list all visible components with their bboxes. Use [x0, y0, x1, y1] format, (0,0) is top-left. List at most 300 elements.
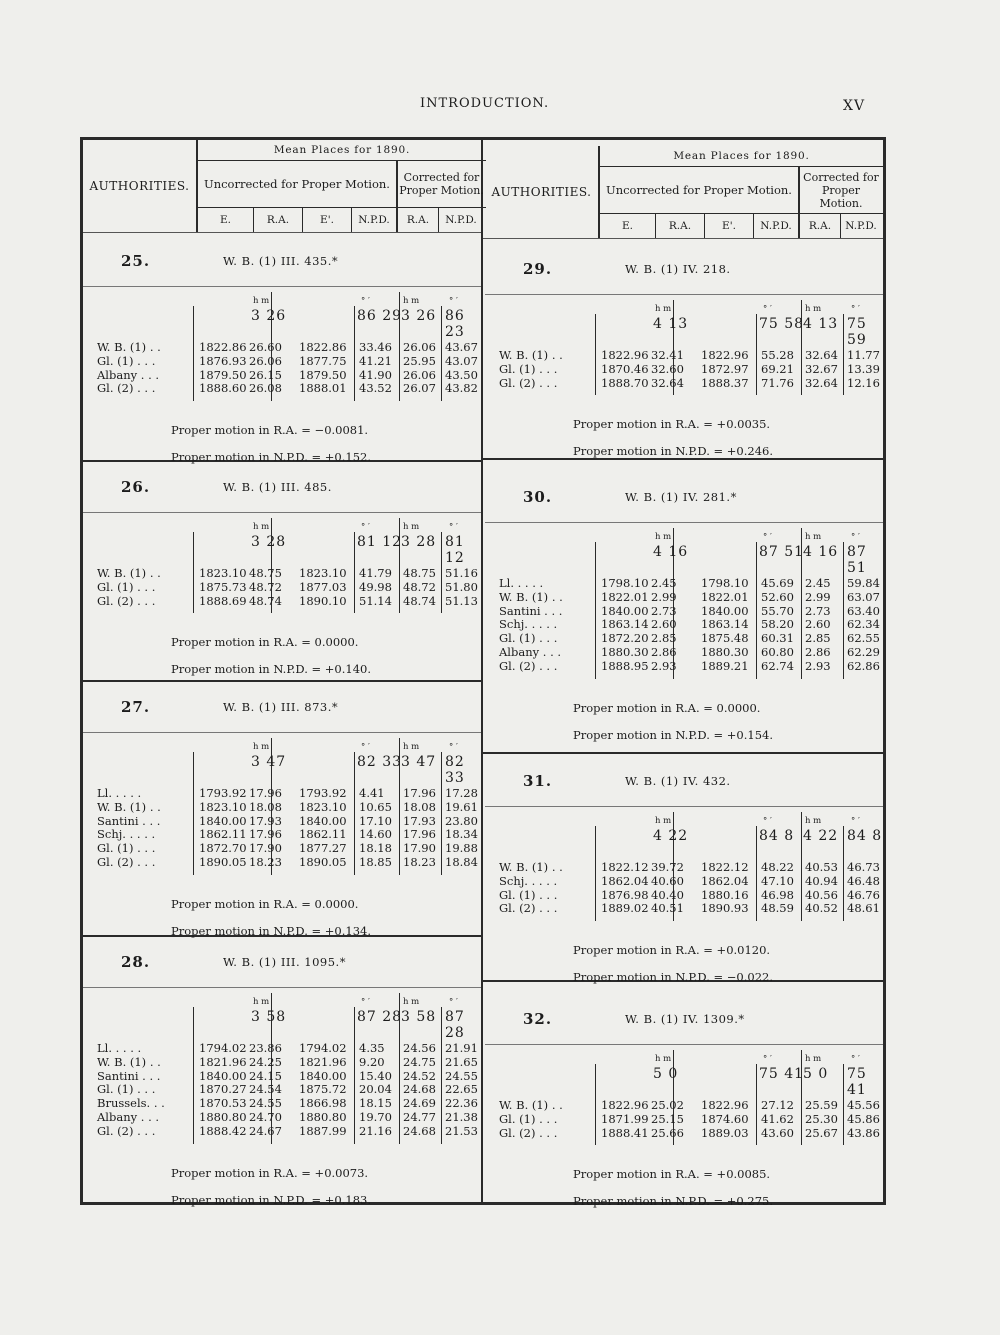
epoch-npd-value: 1863.14 [701, 617, 749, 632]
column-rule [843, 826, 844, 921]
epoch-value: 1889.02 [601, 901, 649, 916]
epoch-value: 1879.50 [199, 367, 247, 382]
authority-name: Santini . . . [97, 1068, 161, 1083]
running-title: INTRODUCTION. [420, 96, 550, 111]
epoch-npd-value: 1874.60 [701, 1111, 749, 1126]
authority-name: Gl. (2) . . . [499, 658, 558, 673]
ra-seconds-value: 40.60 [651, 873, 684, 888]
epoch-npd-value: 1880.16 [701, 887, 749, 902]
npd-seconds-value: 18.85 [359, 855, 392, 869]
corrected-npd-value: 21.53 [445, 1123, 478, 1138]
authority-name: Ll. . . . . [97, 786, 142, 800]
ra-seconds-value: 2.93 [651, 658, 677, 673]
corrected-ra-value: 48.75 [403, 566, 436, 580]
npd-seconds-value: 41.79 [359, 566, 392, 580]
epoch-npd-value: 1888.37 [701, 375, 749, 390]
corrected-npd-value: 46.48 [847, 873, 880, 888]
npd-heading: 75 41 [759, 1066, 805, 1082]
column-rule [354, 1007, 355, 1144]
authority-name: W. B. (1) . . [499, 589, 563, 604]
epoch-npd-value: 1840.00 [701, 603, 749, 618]
corrected-ra-value: 2.99 [805, 589, 831, 604]
ra-seconds-value: 48.75 [249, 566, 282, 580]
column-rule [595, 542, 596, 679]
sub-heading-npd: N.P.D. [760, 220, 792, 232]
unit-degrees-minutes: ° ′ [361, 522, 370, 532]
corrected-ra-value: 17.93 [403, 813, 436, 828]
corrected-npd-value: 62.34 [847, 617, 880, 632]
unit-hours-minutes: h m [805, 532, 822, 542]
positions-grid [485, 1050, 883, 1145]
npd-seconds-value: 60.80 [761, 645, 794, 659]
entry-top-rule [485, 522, 883, 523]
ra-heading: 3 47 [251, 754, 287, 770]
epoch-npd-value: 1875.48 [701, 631, 749, 646]
unit-degrees-minutes: ° ′ [449, 522, 458, 532]
corrected-npd-value: 45.86 [847, 1111, 880, 1126]
corrected-ra-value: 26.06 [403, 340, 436, 354]
page-number: XV [843, 98, 866, 114]
epoch-npd-value: 1877.27 [299, 841, 347, 856]
unit-hours-minutes: h m [253, 296, 270, 306]
authority-name: Gl. (1) . . . [499, 631, 558, 646]
star-entry [83, 953, 481, 1207]
unit-degrees-minutes: ° ′ [361, 742, 370, 752]
epoch-value: 1794.02 [199, 1041, 247, 1055]
column-rule [756, 314, 757, 395]
corrected-ra-value: 24.68 [403, 1123, 436, 1138]
column-rule [354, 532, 355, 613]
corrected-ra-value: 24.69 [403, 1096, 436, 1111]
npd-seconds-value: 48.59 [761, 901, 794, 916]
unit-hours-minutes: h m [403, 522, 420, 532]
entry-separator [83, 680, 481, 682]
sub-heading-e: E. [219, 214, 231, 226]
entry-reference: W. B. (1) III. 435.* [223, 254, 339, 268]
ra-heading: 4 13 [653, 316, 689, 332]
unit-hours-minutes: h m [253, 742, 270, 752]
unit-hours-minutes: h m [655, 532, 672, 542]
corrected-ra-value: 25.67 [805, 1125, 838, 1140]
epoch-value: 1888.70 [601, 375, 649, 390]
authority-name: Albany . . . [97, 1110, 160, 1124]
ra-heading: 3 26 [251, 308, 287, 324]
corrected-ra-heading: 4 22 [803, 828, 839, 844]
ra-heading: 4 16 [653, 544, 689, 560]
proper-motion-npd: Proper motion in N.P.D. = +0.154. [573, 727, 774, 742]
entry-top-rule [485, 294, 883, 295]
epoch-value: 1870.53 [199, 1096, 247, 1111]
unit-degrees-minutes: ° ′ [851, 304, 860, 314]
epoch-npd-value: 1822.96 [701, 1098, 749, 1112]
sub-heading-e-prime: E'. [320, 214, 334, 226]
entry-top-rule [83, 286, 481, 287]
corrected-ra-value: 25.59 [805, 1098, 838, 1112]
corrected-npd-value: 18.34 [445, 827, 478, 842]
npd-seconds-value: 58.20 [761, 617, 794, 632]
epoch-npd-value: 1822.01 [701, 589, 749, 604]
corrected-ra-value: 26.07 [403, 381, 436, 396]
unit-hours-minutes: h m [655, 1054, 672, 1064]
column-rule [193, 532, 194, 613]
npd-seconds-value: 55.70 [761, 603, 794, 618]
ra-seconds-value: 24.54 [249, 1082, 282, 1097]
corrected-ra-value: 2.60 [805, 617, 831, 632]
epoch-value: 1840.00 [199, 813, 247, 828]
column-rule [354, 752, 355, 875]
unit-degrees-minutes: ° ′ [851, 1054, 860, 1064]
corrected-npd-value: 43.82 [445, 381, 478, 396]
corrected-ra-value: 48.74 [403, 593, 436, 608]
epoch-value: 1872.70 [199, 841, 247, 856]
entry-number: 30. [523, 488, 553, 506]
corrected-ra-heading: 5 0 [803, 1066, 829, 1082]
corrected-ra-value: 40.52 [805, 901, 838, 916]
ra-seconds-value: 39.72 [651, 860, 684, 874]
corrected-npd-value: 43.86 [847, 1125, 880, 1140]
epoch-value: 1798.10 [601, 576, 649, 590]
entry-number: 28. [121, 953, 151, 971]
ra-seconds-value: 40.51 [651, 901, 684, 916]
npd-seconds-value: 15.40 [359, 1068, 392, 1083]
npd-seconds-value: 55.28 [761, 348, 794, 362]
entry-number: 26. [121, 478, 151, 496]
authority-name: Ll. . . . . [499, 576, 544, 590]
corrected-npd-value: 19.61 [445, 799, 478, 814]
unit-hours-minutes: h m [805, 1054, 822, 1064]
corrected-ra-value: 24.56 [403, 1041, 436, 1055]
npd-seconds-value: 18.15 [359, 1096, 392, 1111]
epoch-npd-value: 1889.21 [701, 658, 749, 673]
ra-seconds-value: 17.90 [249, 841, 282, 856]
positions-grid [83, 738, 481, 875]
unit-degrees-minutes: ° ′ [763, 1054, 772, 1064]
ra-seconds-value: 2.45 [651, 576, 677, 590]
corrected-npd-value: 62.86 [847, 658, 880, 673]
corrected-npd-value: 23.80 [445, 813, 478, 828]
ra-seconds-value: 32.64 [651, 375, 684, 390]
npd-seconds-value: 46.98 [761, 887, 794, 902]
unit-hours-minutes: h m [403, 742, 420, 752]
authority-name: Gl. (1) . . . [499, 887, 558, 902]
epoch-npd-value: 1879.50 [299, 367, 347, 382]
column-rule [441, 1007, 442, 1144]
corrected-ra-heading: 4 13 [803, 316, 839, 332]
npd-seconds-value: 18.18 [359, 841, 392, 856]
authority-name: Gl. (1) . . . [499, 1111, 558, 1126]
star-entry [485, 772, 883, 985]
column-rule [595, 314, 596, 395]
corrected-npd-value: 18.84 [445, 855, 478, 869]
npd-seconds-value: 49.98 [359, 579, 392, 594]
ra-seconds-value: 48.72 [249, 579, 282, 594]
authority-name: Santini . . . [97, 813, 161, 828]
proper-motion-npd: Proper motion in N.P.D. = +0.152. [171, 450, 372, 465]
proper-motion-ra: Proper motion in R.A. = 0.0000. [171, 896, 359, 911]
corrected-ra-heading: 3 26 [401, 308, 437, 324]
corrected-ra-value: 26.06 [403, 367, 436, 382]
corrected-npd-value: 46.76 [847, 887, 880, 902]
unit-degrees-minutes: ° ′ [449, 742, 458, 752]
epoch-value: 1888.69 [199, 593, 247, 608]
ra-seconds-value: 25.02 [651, 1098, 684, 1112]
epoch-npd-value: 1823.10 [299, 799, 347, 814]
corrected-ra-value: 40.94 [805, 873, 838, 888]
epoch-value: 1880.80 [199, 1110, 247, 1124]
page-header [0, 96, 1000, 120]
sub-heading-corr-ra: R.A. [808, 220, 832, 232]
ra-seconds-value: 26.15 [249, 367, 282, 382]
epoch-npd-value: 1822.12 [701, 860, 749, 874]
column-rule [801, 812, 802, 921]
npd-seconds-value: 62.74 [761, 658, 794, 673]
epoch-value: 1888.60 [199, 381, 247, 396]
ra-seconds-value: 23.86 [249, 1041, 282, 1055]
authority-name: Santini . . . [499, 603, 563, 618]
ra-seconds-value: 18.23 [249, 855, 282, 869]
column-rule [193, 306, 194, 401]
sub-heading-corr-npd: N.P.D. [445, 214, 477, 226]
column-rule [193, 1007, 194, 1144]
ra-seconds-value: 24.25 [249, 1054, 282, 1069]
epoch-value: 1870.46 [601, 361, 649, 376]
epoch-npd-value: 1798.10 [701, 576, 749, 590]
corrected-ra-value: 2.45 [805, 576, 831, 590]
column-rule [843, 314, 844, 395]
ra-seconds-value: 24.55 [249, 1096, 282, 1111]
corrected-npd-value: 59.84 [847, 576, 880, 590]
authority-name: W. B. (1) . . [97, 799, 161, 814]
epoch-value: 1862.11 [199, 827, 247, 842]
authority-name: Gl. (2) . . . [97, 1123, 156, 1138]
proper-motion-ra: Proper motion in R.A. = +0.0073. [171, 1165, 369, 1180]
npd-seconds-value: 4.41 [359, 786, 385, 800]
ra-seconds-value: 26.08 [249, 381, 282, 396]
column-divider [481, 140, 483, 1202]
epoch-npd-value: 1823.10 [299, 566, 347, 580]
npd-seconds-value: 19.70 [359, 1110, 392, 1124]
column-rule [756, 1064, 757, 1145]
corrected-ra-value: 48.72 [403, 579, 436, 594]
corrected-npd-value: 51.13 [445, 593, 478, 608]
epoch-value: 1840.00 [601, 603, 649, 618]
epoch-npd-value: 1877.75 [299, 353, 347, 368]
corrected-npd-value: 22.65 [445, 1082, 478, 1097]
positions-grid [485, 300, 883, 395]
entry-separator [483, 752, 883, 754]
table-header-right [485, 146, 883, 238]
epoch-value: 1822.01 [601, 589, 649, 604]
corrected-ra-value: 32.64 [805, 375, 838, 390]
unit-degrees-minutes: ° ′ [763, 304, 772, 314]
npd-seconds-value: 51.14 [359, 593, 392, 608]
corrected-ra-value: 17.96 [403, 827, 436, 842]
corrected-npd-value: 51.80 [445, 579, 478, 594]
epoch-value: 1876.98 [601, 887, 649, 902]
epoch-npd-value: 1890.10 [299, 593, 347, 608]
npd-seconds-value: 41.62 [761, 1111, 794, 1126]
entry-reference: W. B. (1) IV. 1309.* [625, 1012, 745, 1026]
epoch-npd-value: 1862.04 [701, 873, 749, 888]
authority-name: Gl. (1) . . . [97, 579, 156, 594]
corrected-ra-value: 24.77 [403, 1110, 436, 1124]
entry-reference: W. B. (1) IV. 432. [625, 774, 731, 788]
npd-heading: 81 12 [357, 534, 403, 550]
npd-seconds-value: 60.31 [761, 631, 794, 646]
npd-seconds-value: 41.90 [359, 367, 392, 382]
proper-motion-npd: Proper motion in N.P.D. = +0.246. [573, 444, 774, 459]
positions-grid [83, 993, 481, 1144]
corrected-npd-value: 19.88 [445, 841, 478, 856]
ra-seconds-value: 24.67 [249, 1123, 282, 1138]
corrected-ra-value: 17.90 [403, 841, 436, 856]
entry-number: 25. [121, 252, 151, 270]
epoch-npd-value: 1880.80 [299, 1110, 347, 1124]
epoch-value: 1822.86 [199, 340, 247, 354]
npd-seconds-value: 10.65 [359, 799, 392, 814]
proper-motion-ra: Proper motion in R.A. = +0.0085. [573, 1167, 771, 1182]
npd-seconds-value: 9.20 [359, 1054, 385, 1069]
epoch-value: 1793.92 [199, 786, 247, 800]
corrected-npd-heading: 87 28 [445, 1009, 465, 1041]
unit-hours-minutes: h m [805, 304, 822, 314]
npd-seconds-value: 43.60 [761, 1125, 794, 1140]
epoch-value: 1870.27 [199, 1082, 247, 1097]
epoch-npd-value: 1866.98 [299, 1096, 347, 1111]
corrected-ra-value: 40.53 [805, 860, 838, 874]
positions-grid [485, 528, 883, 679]
epoch-value: 1862.04 [601, 873, 649, 888]
ra-seconds-value: 17.96 [249, 786, 282, 800]
npd-seconds-value: 47.10 [761, 873, 794, 888]
corrected-npd-value: 22.36 [445, 1096, 478, 1111]
corrected-ra-value: 24.68 [403, 1082, 436, 1097]
proper-motion-ra: Proper motion in R.A. = −0.0081. [171, 423, 369, 438]
table-header-left [83, 140, 486, 232]
authority-name: Gl. (1) . . . [499, 361, 558, 376]
epoch-npd-value: 1877.03 [299, 579, 347, 594]
ra-seconds-value: 24.15 [249, 1068, 282, 1083]
epoch-npd-value: 1793.92 [299, 786, 347, 800]
column-rule [441, 532, 442, 613]
ra-seconds-value: 17.96 [249, 827, 282, 842]
unit-hours-minutes: h m [253, 997, 270, 1007]
epoch-value: 1875.73 [199, 579, 247, 594]
corrected-npd-heading: 81 12 [445, 534, 465, 566]
authority-name: W. B. (1) . . [97, 1054, 161, 1069]
authority-name: Gl. (2) . . . [499, 901, 558, 916]
ra-seconds-value: 26.60 [249, 340, 282, 354]
epoch-npd-value: 1822.86 [299, 340, 347, 354]
unit-degrees-minutes: ° ′ [763, 532, 772, 542]
entry-top-rule [83, 987, 481, 988]
epoch-value: 1876.93 [199, 353, 247, 368]
corrected-ra-value: 18.08 [403, 799, 436, 814]
sub-heading-e-prime: E'. [722, 220, 736, 232]
epoch-npd-value: 1880.30 [701, 645, 749, 659]
corrected-ra-value: 25.95 [403, 353, 436, 368]
authority-name: Schj. . . . . [499, 617, 558, 632]
corrected-npd-value: 21.91 [445, 1041, 478, 1055]
ra-seconds-value: 24.70 [249, 1110, 282, 1124]
column-rule [595, 1064, 596, 1145]
entry-top-rule [485, 806, 883, 807]
corrected-heading: Corrected for Proper Motion. [399, 171, 484, 197]
star-entry [485, 488, 883, 742]
column-rule [441, 306, 442, 401]
uncorrected-heading: Uncorrected for Proper Motion. [606, 183, 792, 197]
corrected-npd-value: 21.65 [445, 1054, 478, 1069]
npd-seconds-value: 27.12 [761, 1098, 794, 1112]
corrected-npd-value: 62.55 [847, 631, 880, 646]
corrected-npd-value: 24.55 [445, 1068, 478, 1083]
epoch-value: 1822.96 [601, 348, 649, 362]
epoch-value: 1888.42 [199, 1123, 247, 1138]
authority-name: Ll. . . . . [97, 1041, 142, 1055]
npd-seconds-value: 52.60 [761, 589, 794, 604]
unit-degrees-minutes: ° ′ [851, 816, 860, 826]
ra-seconds-value: 40.40 [651, 887, 684, 902]
corrected-ra-value: 18.23 [403, 855, 436, 869]
ra-seconds-value: 48.74 [249, 593, 282, 608]
npd-heading: 75 58 [759, 316, 805, 332]
entry-reference: W. B. (1) III. 485. [223, 480, 332, 494]
authorities-heading: AUTHORITIES. [491, 185, 592, 199]
corrected-npd-value: 11.77 [847, 348, 880, 362]
column-rule [843, 542, 844, 679]
epoch-value: 1821.96 [199, 1054, 247, 1069]
unit-degrees-minutes: ° ′ [763, 816, 772, 826]
sub-heading-npd: N.P.D. [358, 214, 390, 226]
unit-degrees-minutes: ° ′ [449, 997, 458, 1007]
corrected-ra-value: 2.93 [805, 658, 831, 673]
positions-grid [485, 812, 883, 921]
corrected-ra-value: 2.85 [805, 631, 831, 646]
column-rule [354, 306, 355, 401]
sub-heading-e: E. [621, 220, 633, 232]
epoch-npd-value: 1872.97 [701, 361, 749, 376]
corrected-npd-value: 63.40 [847, 603, 880, 618]
entry-top-rule [485, 1044, 883, 1045]
corrected-npd-value: 17.28 [445, 786, 478, 800]
corrected-npd-heading: 82 33 [445, 754, 465, 786]
unit-degrees-minutes: ° ′ [851, 532, 860, 542]
column-rule [756, 542, 757, 679]
star-entry [83, 698, 481, 938]
entry-top-rule [83, 512, 481, 513]
star-table-frame [80, 137, 886, 1209]
entry-number: 31. [523, 772, 553, 790]
corrected-ra-value: 24.75 [403, 1054, 436, 1069]
proper-motion-ra: Proper motion in R.A. = +0.0120. [573, 943, 771, 958]
epoch-value: 1888.95 [601, 658, 649, 673]
proper-motion-ra: Proper motion in R.A. = 0.0000. [171, 635, 359, 650]
npd-seconds-value: 17.10 [359, 813, 392, 828]
ra-seconds-value: 2.60 [651, 617, 677, 632]
epoch-npd-value: 1875.72 [299, 1082, 347, 1097]
column-rule [801, 300, 802, 395]
corrected-ra-heading: 3 58 [401, 1009, 437, 1025]
authority-name: Albany . . . [499, 645, 562, 659]
ra-seconds-value: 26.06 [249, 353, 282, 368]
corrected-npd-value: 21.38 [445, 1110, 478, 1124]
ra-seconds-value: 32.60 [651, 361, 684, 376]
authority-name: Gl. (2) . . . [97, 855, 156, 869]
proper-motion-npd: Proper motion in N.P.D. = −0.022. [573, 970, 774, 985]
authority-name: Gl. (2) . . . [499, 1125, 558, 1140]
corrected-ra-value: 40.56 [805, 887, 838, 902]
ra-heading: 3 28 [251, 534, 287, 550]
